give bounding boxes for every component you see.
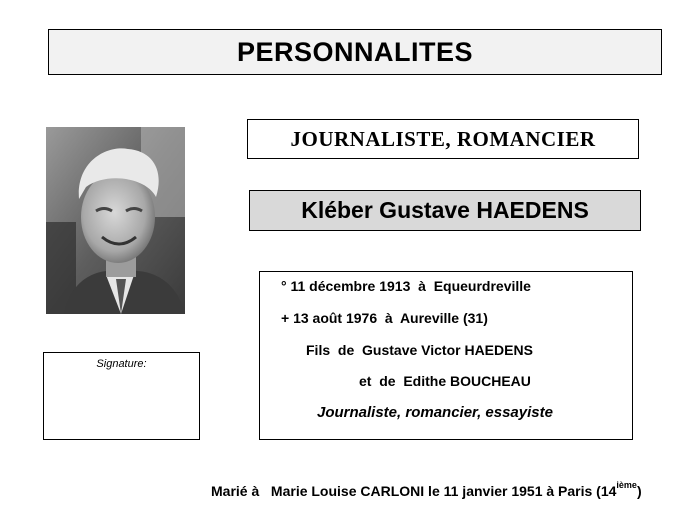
page-header	[48, 29, 662, 75]
marriage-closing: )	[636, 483, 642, 499]
marriage-text: Marié à Marie Louise CARLONI le 11 janvier 1951 à Paris (14	[211, 483, 617, 499]
marriage-line	[211, 480, 642, 499]
marriage-superscript: ième	[616, 480, 637, 490]
signature-label: Signature:	[96, 358, 147, 370]
signature-box	[43, 352, 200, 440]
profession-label: JOURNALISTE, ROMANCIER	[290, 126, 596, 151]
portrait-image	[46, 127, 185, 314]
occupation-line: Journaliste, romancier, essayiste	[317, 404, 553, 421]
name-box	[249, 190, 641, 231]
portrait-photo	[46, 127, 185, 314]
profession-box	[247, 119, 639, 159]
mother-line: et de Edithe BOUCHEAU	[359, 373, 531, 389]
father-line: Fils de Gustave Victor HAEDENS	[306, 342, 533, 358]
page-title: PERSONNALITES	[236, 36, 474, 67]
full-name: Kléber Gustave HAEDENS	[301, 197, 589, 223]
death-line: + 13 août 1976 à Aureville (31)	[281, 310, 488, 326]
birth-line: ° 11 décembre 1913 à Equeurdreville	[281, 278, 531, 294]
biography-box	[259, 271, 633, 440]
